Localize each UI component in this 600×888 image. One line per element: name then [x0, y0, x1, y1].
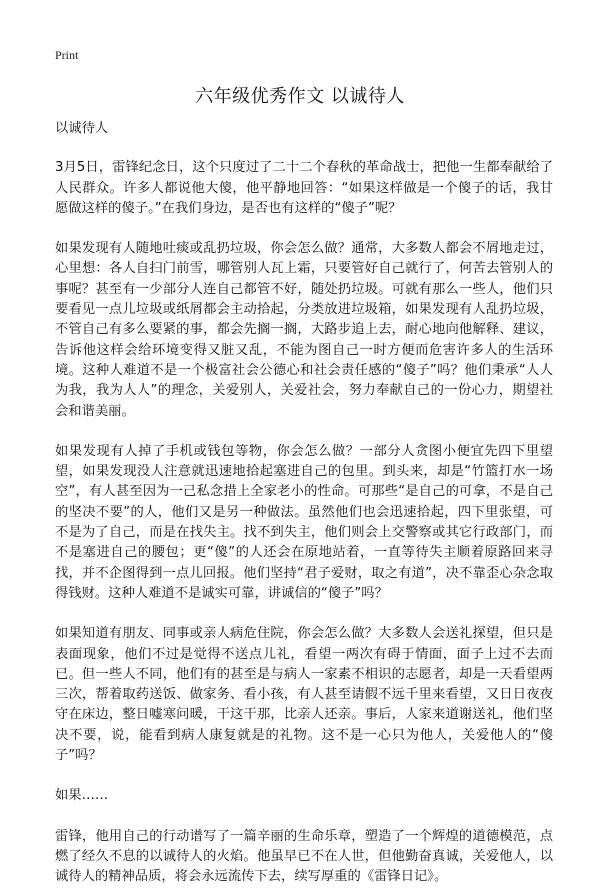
article-subtitle: 以诚待人: [55, 121, 109, 136]
article-body: [55, 119, 553, 888]
paragraph-closing: 雷锋，他用自己的行动谱写了一篇辛丽的生命乐章，塑造了一个辉煌的道德模范，点燃了经久不息的以诚待人的火焰。他虽早已不在人世，但他勤奋真诚，关爱他人，以诚待人的精神品质，将会永远流传下去，续写厚重的《雷锋日记》。: [55, 828, 553, 885]
paragraph-ellipsis: 如果……: [55, 788, 109, 804]
print-link[interactable]: Print: [55, 48, 79, 62]
paragraph-hospital: 如果知道有朋友、同事或亲人病危住院，你会怎么做？大多数人会送礼探望，但只是表面现象，他们不过是觉得不送点儿礼，看望一两次有碍于情面，面子上过不去而已。但一些人不同，他们有的甚至是与病人一家素不相识的志愿者，却是一天看望两三次，帮着取药送饭、做家务、看小孩，有人甚至请假不远千里来看望，又日日夜夜守在床边，整日嘘寒问暖，干这干那，比亲人还亲。事后，人家来道谢送礼，他们坚决不要，说，能看到病人康复就是的礼物。这不是一心只为他人，关爱他人的“傻子”吗？: [55, 626, 553, 764]
paragraph-litter: 如果发现有人随地吐痰或乱扔垃圾，你会怎么做？通常，大多数人都会不屑地走过，心里想：各人自扫门前雪，哪管别人瓦上霜，只要管好自己就行了，何苦去管别人的事呢？甚至有一少部分人连自己都管不好，随处扔垃圾。可就有那么一些人，他们只要看见一点儿垃圾或纸屑都会主动拾起，分类放进垃圾箱，如果发现有人乱扔垃圾，不管自己有多么要紧的事，都会先搁一搁，大路步追上去，耐心地向他解释、建议，告诉他这样会给环境变得又脏又乱，不能为图自己一时方便而危害许多人的生活环境。这种人难道不是一个极富社会公德心和社会责任感的“傻子”吗？他们秉承“人人为我，我为人人”的理念，关爱别人，关爱社会，努力奉献自己的一份心力，期望社会和谐美丽。: [55, 241, 553, 419]
paragraph-lost-items: 如果发现有人掉了手机或钱包等物，你会怎么做？一部分人贪图小便宜先四下里望望，如果发现没人注意就迅速地拾起塞进自己的包里。到头来，却是“竹篮打水一场空”，有人甚至因为一己私念措上全家老小的性命。可那些“是自己的可拿，不是自己的坚决不要”的人，他们又是另一种做法。虽然他们也会迅速拾起，四下里张望，可不是为了自己，而是在找失主。找不到失主，他们则会上交警察或其它行政部门，而不是塞进自己的腰包；更“傻”的人还会在原地站着，一直等待失主顺着原路回来寻找，并不企图得到一点儿回报。他们坚持“君子爱财，取之有道”，决不靠歪心杂念取得钱财。这种人难道不是诚实可靠，讲诚信的“傻子”吗？: [55, 443, 553, 601]
paragraph-intro: 3月5日，雷锋纪念日，这个只度过了二十二个春秋的革命战士，把他一生都奉献给了人民群众。许多人都说他大傻，他平静地回答：“如果这样做是一个傻子的话，我甘愿做这样的傻子。”在我们身边，是否也有这样的“傻子”呢？: [55, 160, 553, 216]
page-title: 六年级优秀作文 以诚待人: [195, 86, 405, 107]
